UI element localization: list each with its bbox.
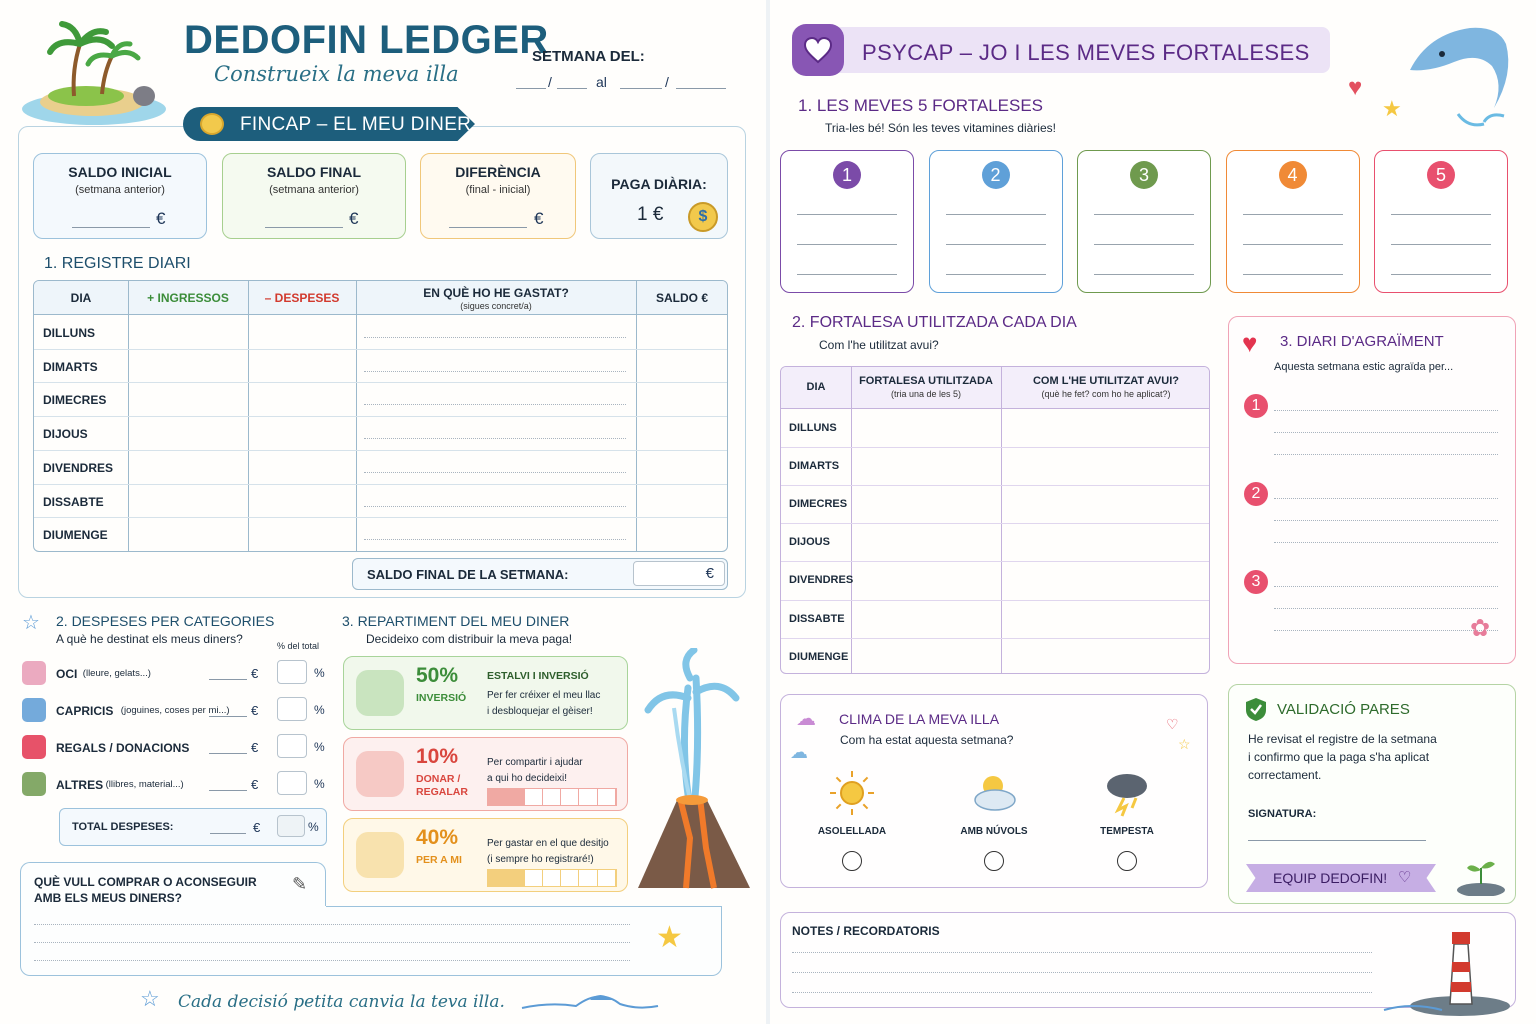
registre-entry-line[interactable]: [364, 371, 626, 372]
category-amount-field[interactable]: [209, 790, 247, 791]
agraiment-line[interactable]: [1274, 454, 1498, 455]
wave-icon: [520, 984, 660, 1016]
fortalesa-line[interactable]: [1243, 274, 1343, 275]
col-saldo: SALDO €: [655, 291, 708, 305]
fortalesa-number: 5: [1427, 161, 1455, 189]
day-label: DIUMENGE: [43, 528, 108, 543]
fortalesa-number: 1: [833, 161, 861, 189]
dolphin-illustration: [1398, 14, 1520, 132]
agraiment-line[interactable]: [1274, 586, 1498, 587]
category-pct-field[interactable]: [277, 660, 307, 684]
day-label: DIJOUS: [789, 536, 830, 549]
day-label: DIVENDRES: [43, 460, 114, 475]
agraiment-sub: Aquesta setmana estic agraïda per...: [1274, 361, 1454, 373]
saldo-setmana-box: [352, 558, 728, 590]
flower-icon: ✿: [1470, 615, 1491, 642]
heart-icon: ♥: [1348, 74, 1363, 101]
category-detail: (lleure, gelats...): [82, 668, 151, 679]
col-ingressos: + INGRESSOS: [147, 291, 229, 305]
star-icon: ☆: [140, 986, 160, 1011]
repartiment-desc: Per compartir i ajudar: [487, 757, 583, 768]
day-label: DIMECRES: [789, 498, 848, 511]
day-label: DISSABTE: [789, 612, 845, 625]
repartiment-desc: i desbloquejar el gèiser!: [487, 706, 593, 717]
heart-icon: [22, 735, 46, 759]
fortalesa-line[interactable]: [1391, 244, 1491, 245]
utilitzada-sub: Com l'he utilitzat avui?: [819, 338, 939, 352]
box-title: SALDO FINAL: [266, 164, 362, 180]
clima-radio[interactable]: [1117, 851, 1137, 871]
notes-line[interactable]: [792, 952, 1372, 953]
col-en-que: EN QUÈ HO HE GASTAT?: [423, 286, 569, 300]
week-day-end[interactable]: [620, 88, 662, 89]
registre-heading: 1. REGISTRE DIARI: [44, 255, 191, 272]
col-com-sub: (què he fet? com ho he aplicat?): [1041, 389, 1171, 399]
day-label: DIMECRES: [43, 393, 107, 408]
day-label: DIMARTS: [789, 460, 840, 473]
registre-entry-line[interactable]: [364, 337, 626, 338]
fortalesa-line[interactable]: [797, 244, 897, 245]
category-name: OCI: [56, 667, 78, 681]
progress-bar: [487, 788, 617, 806]
saldo-final-box: [222, 153, 406, 239]
fortalesa-line[interactable]: [797, 274, 897, 275]
registre-entry-line[interactable]: [364, 506, 626, 507]
category-detail: (joguines, coses per mi...): [120, 705, 230, 716]
euro-sign: €: [251, 666, 259, 681]
heart-icon: ♡: [1166, 716, 1179, 732]
repartiment-label: PER A MI: [416, 854, 462, 866]
clima-radio[interactable]: [984, 851, 1004, 871]
day-label: DILLUNS: [789, 422, 837, 434]
col-com: COM L'HE UTILITZAT AVUI?: [1032, 375, 1179, 387]
total-despeses-field[interactable]: [210, 833, 246, 834]
col-dia: DIA: [70, 291, 92, 305]
shield-check-icon: [1244, 696, 1268, 722]
category-amount-field[interactable]: [209, 716, 247, 717]
agraiment-line[interactable]: [1274, 520, 1498, 521]
col-fortalesa-sub: (tria una de les 5): [890, 389, 962, 399]
registre-entry-line[interactable]: [364, 539, 626, 540]
euro-sign: €: [251, 703, 259, 718]
shopping-bag-icon: [356, 832, 404, 878]
goal-line[interactable]: [34, 924, 630, 925]
heart-icon: ♥: [1242, 328, 1258, 358]
pct-sign: %: [314, 777, 325, 791]
saldo-setmana-label: SALDO FINAL DE LA SETMANA:: [367, 567, 569, 582]
diferencia-box: [420, 153, 576, 239]
fortalesa-number: 2: [982, 161, 1010, 189]
saldo-inicial-field[interactable]: [72, 227, 150, 228]
progress-bar: [487, 869, 617, 887]
total-despeses-box: [59, 808, 327, 846]
books-icon: [22, 772, 46, 796]
agraiment-heading: 3. DIARI D'AGRAÏMENT: [1280, 333, 1444, 350]
repartiment-desc: (i sempre ho registraré!): [487, 854, 594, 865]
fortalesa-line[interactable]: [1243, 244, 1343, 245]
category-name: REGALS / DONACIONS: [56, 741, 190, 755]
category-amount-field[interactable]: [209, 679, 247, 680]
validacio-text: correctament.: [1248, 768, 1322, 782]
category-pct-field[interactable]: [277, 734, 307, 758]
heart-shield-icon: [792, 24, 844, 76]
pct-sign: %: [314, 703, 325, 717]
registre-entry-line[interactable]: [364, 438, 626, 439]
repartiment-desc: a qui ho decideixi!: [487, 773, 568, 784]
left-page: [0, 0, 766, 1024]
page-title: DEDOFIN LEDGER: [184, 18, 549, 62]
paga-diaria-box: [590, 153, 728, 239]
col-en-que-sub: (sigues concret/a): [460, 301, 532, 311]
week-month-start[interactable]: [557, 88, 587, 89]
validacio-heading: VALIDACIÓ PARES: [1277, 701, 1410, 718]
clima-option-label: AMB NÚVOLS: [960, 826, 1028, 837]
repartiment-heading: 3. REPARTIMENT DEL MEU DINER: [342, 613, 570, 629]
coin-icon: $: [688, 202, 718, 232]
lighthouse-illustration: [1382, 918, 1512, 1016]
utilitzada-table: [780, 366, 1210, 674]
repartiment-label: DONAR / REGALAR: [416, 773, 468, 798]
day-label: DILLUNS: [43, 326, 95, 340]
euro-sign: €: [251, 777, 259, 792]
notes-heading: NOTES / RECORDATORIS: [792, 924, 940, 938]
equip-ribbon-label: EQUIP DEDOFIN!: [1273, 870, 1388, 886]
day-label: DISSABTE: [43, 494, 104, 509]
category-name: ALTRES: [56, 778, 104, 792]
euro-sign: €: [349, 209, 359, 228]
category-detail: (llibres, material...): [105, 779, 184, 790]
category-amount-field[interactable]: [209, 753, 247, 754]
goal-question: QUÈ VULL COMPRAR O ACONSEGUIR AMB ELS MEUS DINERS?: [34, 875, 257, 905]
registre-entry-line[interactable]: [364, 404, 626, 405]
category-name: CAPRICIS: [56, 704, 114, 718]
sprout-rock-icon: [1454, 852, 1508, 896]
sun-icon: [827, 768, 877, 818]
repartiment-sub: Decideixo com distribuir la meva paga!: [366, 632, 573, 646]
col-fortalesa: FORTALESA UTILITZADA: [859, 375, 993, 387]
agraiment-number: 2: [1244, 482, 1268, 506]
repartiment-desc: Per fer créixer el meu llac: [487, 690, 601, 701]
week-month-end[interactable]: [676, 88, 726, 89]
validacio-text: i confirmo que la paga s'ha aplicat: [1248, 750, 1430, 764]
goal-line[interactable]: [34, 960, 630, 961]
star-icon: ★: [656, 921, 683, 954]
star-icon: ★: [1382, 96, 1402, 121]
euro-sign: €: [251, 740, 259, 755]
saldo-setmana-field[interactable]: [633, 561, 725, 586]
psycap-banner-label: PSYCAP – JO I LES MEVES FORTALESES: [862, 40, 1310, 65]
box-title: DIFERÈNCIA: [455, 164, 541, 180]
validacio-text: He revisat el registre de la setmana: [1248, 732, 1437, 746]
repartiment-pct: 50%: [416, 664, 459, 687]
gift-heart-icon: [356, 751, 404, 797]
box-sub: (final - inicial): [465, 184, 531, 196]
agraiment-line[interactable]: [1274, 498, 1498, 499]
day-label: DIUMENGE: [789, 650, 849, 663]
repartiment-pct: 40%: [416, 826, 459, 849]
fortalesa-line[interactable]: [1391, 274, 1491, 275]
box-title: SALDO INICIAL: [68, 164, 172, 180]
fortalesa-number: 3: [1130, 161, 1158, 189]
euro-sign: €: [534, 209, 544, 228]
goal-line[interactable]: [34, 942, 630, 943]
total-pct-field[interactable]: [277, 815, 305, 837]
category-pct-field[interactable]: [277, 697, 307, 721]
clima-heading: CLIMA DE LA MEVA ILLA: [839, 711, 1000, 727]
day-label: DIMARTS: [43, 359, 98, 374]
repartiment-title: ESTALVI I INVERSIÓ: [487, 670, 589, 682]
footer-quote: Cada decisió petita canvia la teva illa.: [178, 992, 505, 1012]
clima-sub: Com ha estat aquesta setmana?: [840, 733, 1014, 747]
day-label: DIVENDRES: [789, 574, 854, 587]
col-despeses: – DESPESES: [264, 291, 340, 305]
sun-cloud-icon: [969, 768, 1019, 818]
week-label: SETMANA DEL:: [532, 48, 645, 65]
week-al: al: [596, 74, 607, 90]
fortalesa-line[interactable]: [797, 214, 897, 215]
piggy-bank-icon: [356, 670, 404, 716]
euro-sign: €: [705, 565, 714, 582]
pct-sign: %: [314, 740, 325, 754]
fortalesa-line[interactable]: [1243, 214, 1343, 215]
paga-title: PAGA DIÀRIA:: [611, 176, 707, 192]
geyser-volcano-illustration: [630, 648, 755, 898]
repartiment-label: INVERSIÓ: [416, 692, 467, 704]
categories-sub: A què he destinat els meus diners?: [56, 632, 243, 646]
clima-radio[interactable]: [842, 851, 862, 871]
coin-icon: [200, 113, 224, 135]
notes-line[interactable]: [792, 972, 1372, 973]
box-sub: (setmana anterior): [75, 184, 165, 196]
fortalesa-line[interactable]: [1094, 274, 1194, 275]
week-sep: /: [548, 74, 552, 90]
island-illustration: [14, 14, 174, 129]
storm-icon: [1102, 768, 1152, 818]
fortalesa-line[interactable]: [1094, 214, 1194, 215]
agraiment-line[interactable]: [1274, 542, 1498, 543]
notes-line[interactable]: [792, 992, 1372, 993]
pct-header: % del total: [277, 641, 320, 651]
registre-table: [33, 280, 728, 552]
total-despeses-label: TOTAL DESPESES:: [72, 821, 174, 833]
fortalesa-line[interactable]: [1391, 214, 1491, 215]
cloud-icon: ☁: [790, 742, 808, 762]
right-page: [770, 0, 1536, 1024]
week-day-start[interactable]: [516, 88, 546, 89]
fincap-banner-label: FINCAP – EL MEU DINER: [240, 114, 472, 135]
euro-sign: €: [253, 820, 261, 835]
agraiment-line[interactable]: [1274, 630, 1498, 631]
saldo-final-field[interactable]: [265, 227, 343, 228]
utilitzada-heading: 2. FORTALESA UTILITZADA CADA DIA: [792, 314, 1077, 331]
fortaleses-sub: Tria-les bé! Són les teves vitamines diàries!: [825, 121, 1056, 135]
repartiment-pct: 10%: [416, 745, 459, 768]
goal-box: [20, 906, 722, 976]
signature-label: SIGNATURA:: [1248, 808, 1317, 820]
registre-entry-line[interactable]: [364, 472, 626, 473]
agraiment-line[interactable]: [1274, 432, 1498, 433]
fortalesa-line[interactable]: [946, 214, 1046, 215]
star-icon: ☆: [22, 612, 40, 634]
signature-field[interactable]: [1248, 840, 1426, 841]
clima-option-label: ASOLELLADA: [817, 826, 887, 837]
fortalesa-line[interactable]: [946, 244, 1046, 245]
pct-sign: %: [314, 666, 325, 680]
paga-value: 1 €: [637, 204, 664, 225]
clima-option-label: TEMPESTA: [1100, 826, 1154, 837]
pencil-icon: ✎: [292, 874, 308, 894]
gift-icon: [22, 698, 46, 722]
category-pct-field[interactable]: [277, 771, 307, 795]
saldo-inicial-box: [33, 153, 207, 239]
categories-heading: 2. DESPESES PER CATEGORIES: [56, 613, 275, 629]
week-sep: /: [665, 74, 669, 90]
day-label: DIJOUS: [43, 427, 88, 442]
heart-icon: ♡: [1398, 869, 1412, 886]
ice-cream-icon: [22, 661, 46, 685]
diferencia-field[interactable]: [449, 227, 527, 228]
repartiment-desc: Per gastar en el que desitjo: [487, 838, 609, 849]
agraiment-line[interactable]: [1274, 410, 1498, 411]
fortalesa-line[interactable]: [1094, 244, 1194, 245]
fortalesa-line[interactable]: [946, 274, 1046, 275]
col-dia: DIA: [806, 381, 826, 393]
agraiment-number: 1: [1244, 394, 1268, 418]
agraiment-number: 3: [1244, 570, 1268, 594]
euro-sign: €: [156, 209, 166, 228]
page-subtitle: Construeix la meva illa: [214, 62, 459, 86]
pct-sign: %: [308, 820, 319, 834]
fortalesa-number: 4: [1279, 161, 1307, 189]
agraiment-line[interactable]: [1274, 608, 1498, 609]
cloud-icon: ☁: [796, 708, 816, 730]
fortaleses-heading: 1. LES MEVES 5 FORTALESES: [798, 96, 1044, 115]
star-icon: ☆: [1178, 736, 1191, 752]
box-sub: (setmana anterior): [269, 184, 359, 196]
